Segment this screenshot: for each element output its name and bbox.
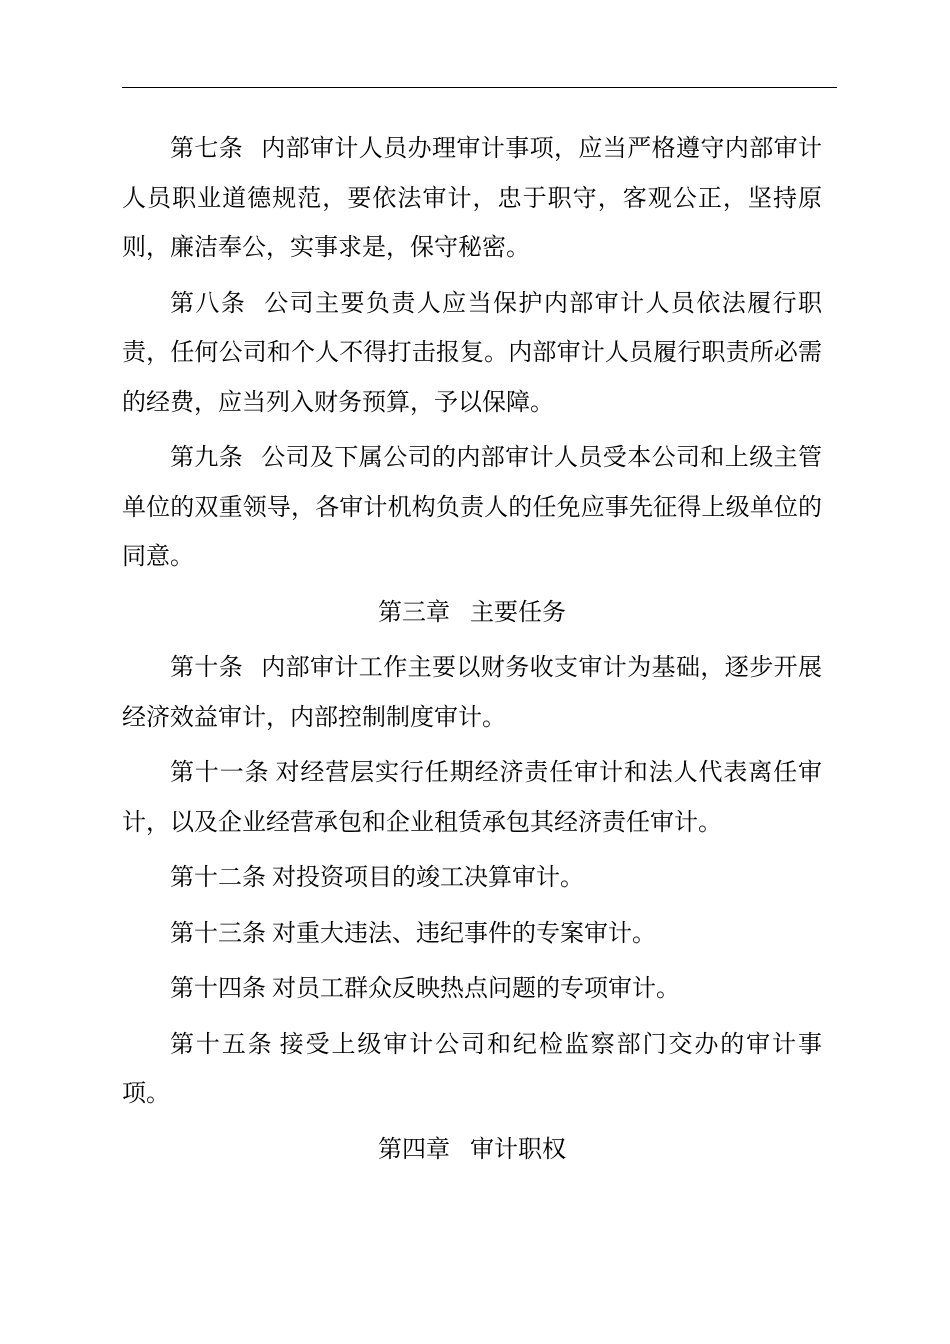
article-11 — [122, 748, 822, 847]
article-number: 第十一条 — [170, 758, 270, 786]
article-text: 对员工群众反映热点问题的专项审计。 — [272, 974, 680, 1002]
article-10 — [122, 643, 822, 742]
chapter-number: 第三章 — [378, 597, 450, 626]
article-text: 公司及下属公司的内部审计人员受本公司和上级主管单位的双重领导，各审计机构负责人的任免应事先征得上级单位的同意。 — [122, 443, 823, 570]
article-number: 第八条 — [170, 288, 247, 317]
article-number: 第七条 — [170, 134, 244, 162]
article-number: 第十四条 — [170, 974, 266, 1002]
article-14 — [122, 964, 822, 1014]
article-text: 对投资项目的竣工决算审计。 — [272, 863, 584, 891]
document-body — [122, 124, 822, 1180]
article-number: 第十三条 — [170, 918, 266, 947]
header-rule — [122, 87, 837, 88]
chapter-title: 审计职权 — [470, 1134, 566, 1163]
article-text: 内部审计人员办理审计事项，应当严格遵守内部审计人员职业道德规范，要依法审计，忠于职守，客观公正，坚持原则，廉洁奉公，实事求是，保守秘密。 — [122, 134, 823, 261]
article-number: 第十五条 — [170, 1029, 274, 1058]
article-text: 内部审计工作主要以财务收支审计为基础，逐步开展经济效益审计，内部控制制度审计。 — [122, 653, 823, 731]
article-13 — [122, 909, 822, 959]
article-text: 接受上级审计公司和纪检监察部门交办的审计事项。 — [122, 1029, 823, 1107]
article-text: 对重大违法、违纪事件的专案审计。 — [272, 918, 656, 947]
article-number: 第十二条 — [170, 863, 266, 891]
article-number: 第十条 — [170, 653, 244, 681]
article-12 — [122, 853, 822, 903]
chapter-title: 主要任务 — [470, 597, 566, 626]
article-7 — [122, 124, 822, 273]
article-8 — [122, 279, 822, 428]
article-text: 公司主要负责人应当保护内部审计人员依法履行职责，任何公司和个人不得打击报复。内部审计人员履行职责所必需的经费，应当列入财务预算，予以保障。 — [122, 288, 822, 416]
chapter-number: 第四章 — [378, 1134, 450, 1163]
article-number: 第九条 — [170, 443, 244, 471]
article-9 — [122, 433, 822, 582]
chapter-3-heading — [122, 588, 822, 638]
article-text: 对经营层实行任期经济责任审计和法人代表离任审计，以及企业经营承包和企业租赁承包其经济责任审计。 — [122, 758, 823, 836]
chapter-4-heading — [122, 1125, 822, 1175]
article-15 — [122, 1020, 822, 1119]
